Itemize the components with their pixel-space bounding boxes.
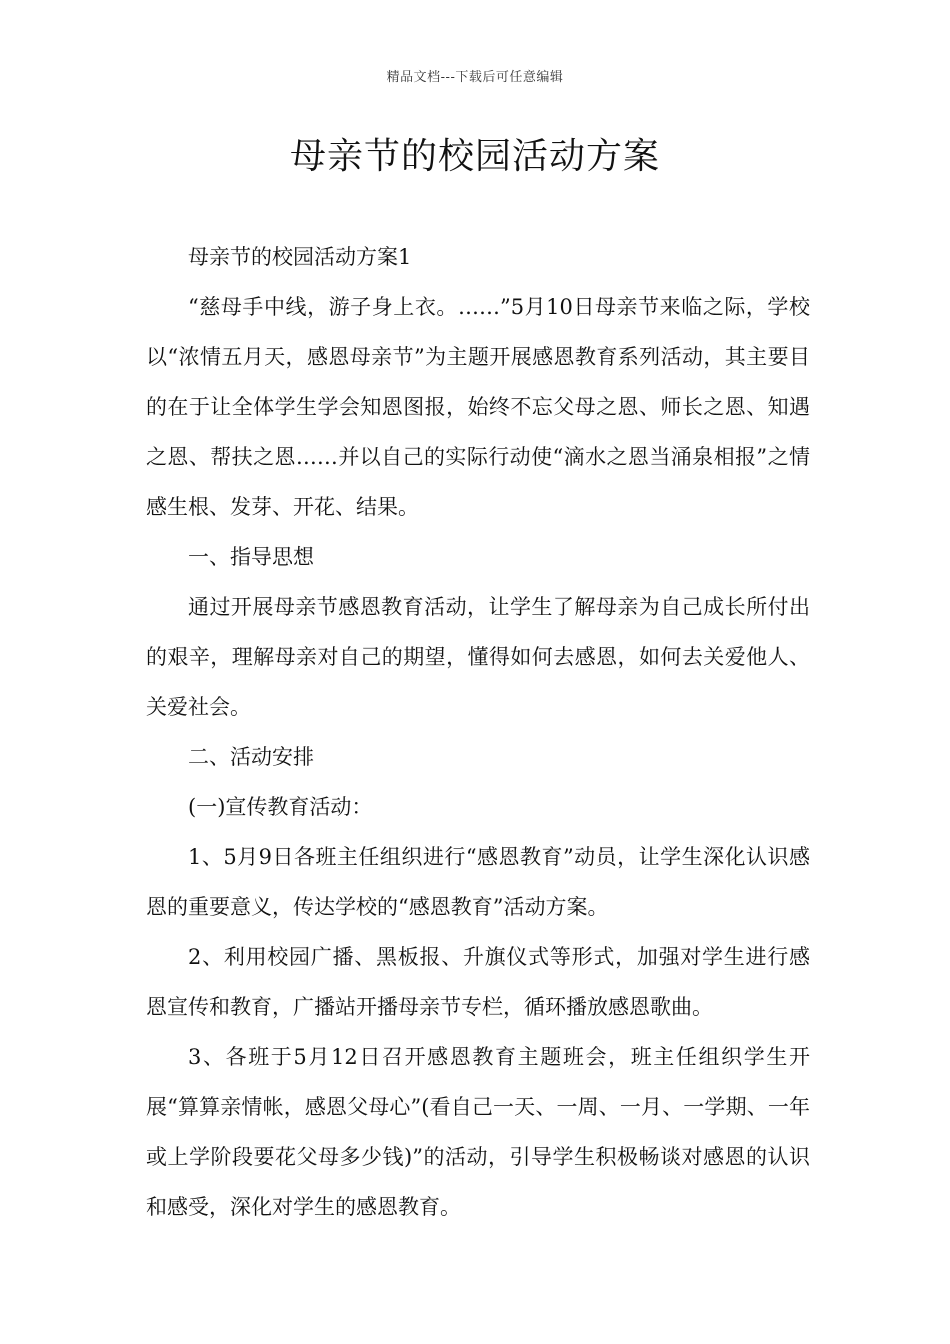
header-note: 精品文档---下载后可任意编辑 xyxy=(386,70,564,85)
paragraph-intro: “慈母手中线，游子身上衣。……”5月10日母亲节来临之际，学校以“浓情五月天，感恩母亲节”为主题开展感恩教育系列活动，其主要目的在于让全体学生学会知恩图报，始终不忘父母之恩、师长之恩、知遇之恩、帮扶之恩……并以自己的实际行动使“滴水之恩当涌泉相报”之情感生根、发芽、开花、结果。 xyxy=(146,295,810,519)
paragraph-subtitle: 母亲节的校园活动方案1 xyxy=(188,245,412,269)
document-title: 母亲节的校园活动方案 xyxy=(289,136,660,177)
paragraph-guiding-thought: 通过开展母亲节感恩教育活动，让学生了解母亲为自己成长所付出的艰辛，理解母亲对自己的期望，懂得如何去感恩，如何去关爱他人、关爱社会。 xyxy=(146,595,810,719)
list-item-3: 3、各班于5月12日召开感恩教育主题班会，班主任组织学生开展“算算亲情帐，感恩父母心”(看自己一天、一周、一月、一学期、一年或上学阶段要花父母多少钱)”的活动，引导学生积极畅谈对感恩的认识和感受，深化对学生的感恩教育。 xyxy=(146,1045,810,1219)
section-heading-activity-plan: 二、活动安排 xyxy=(188,745,314,769)
list-item-1: 1、5月9日各班主任组织进行“感恩教育”动员，让学生深化认识感恩的重要意义，传达学校的“感恩教育”活动方案。 xyxy=(146,845,810,919)
list-item-2: 2、利用校园广播、黑板报、升旗仪式等形式，加强对学生进行感恩宣传和教育，广播站开播母亲节专栏，循环播放感恩歌曲。 xyxy=(146,945,810,1019)
subsection-heading-publicity: (一)宣传教育活动： xyxy=(188,795,373,819)
document-body xyxy=(146,232,810,1232)
section-heading-guiding-thought: 一、指导思想 xyxy=(188,545,314,569)
